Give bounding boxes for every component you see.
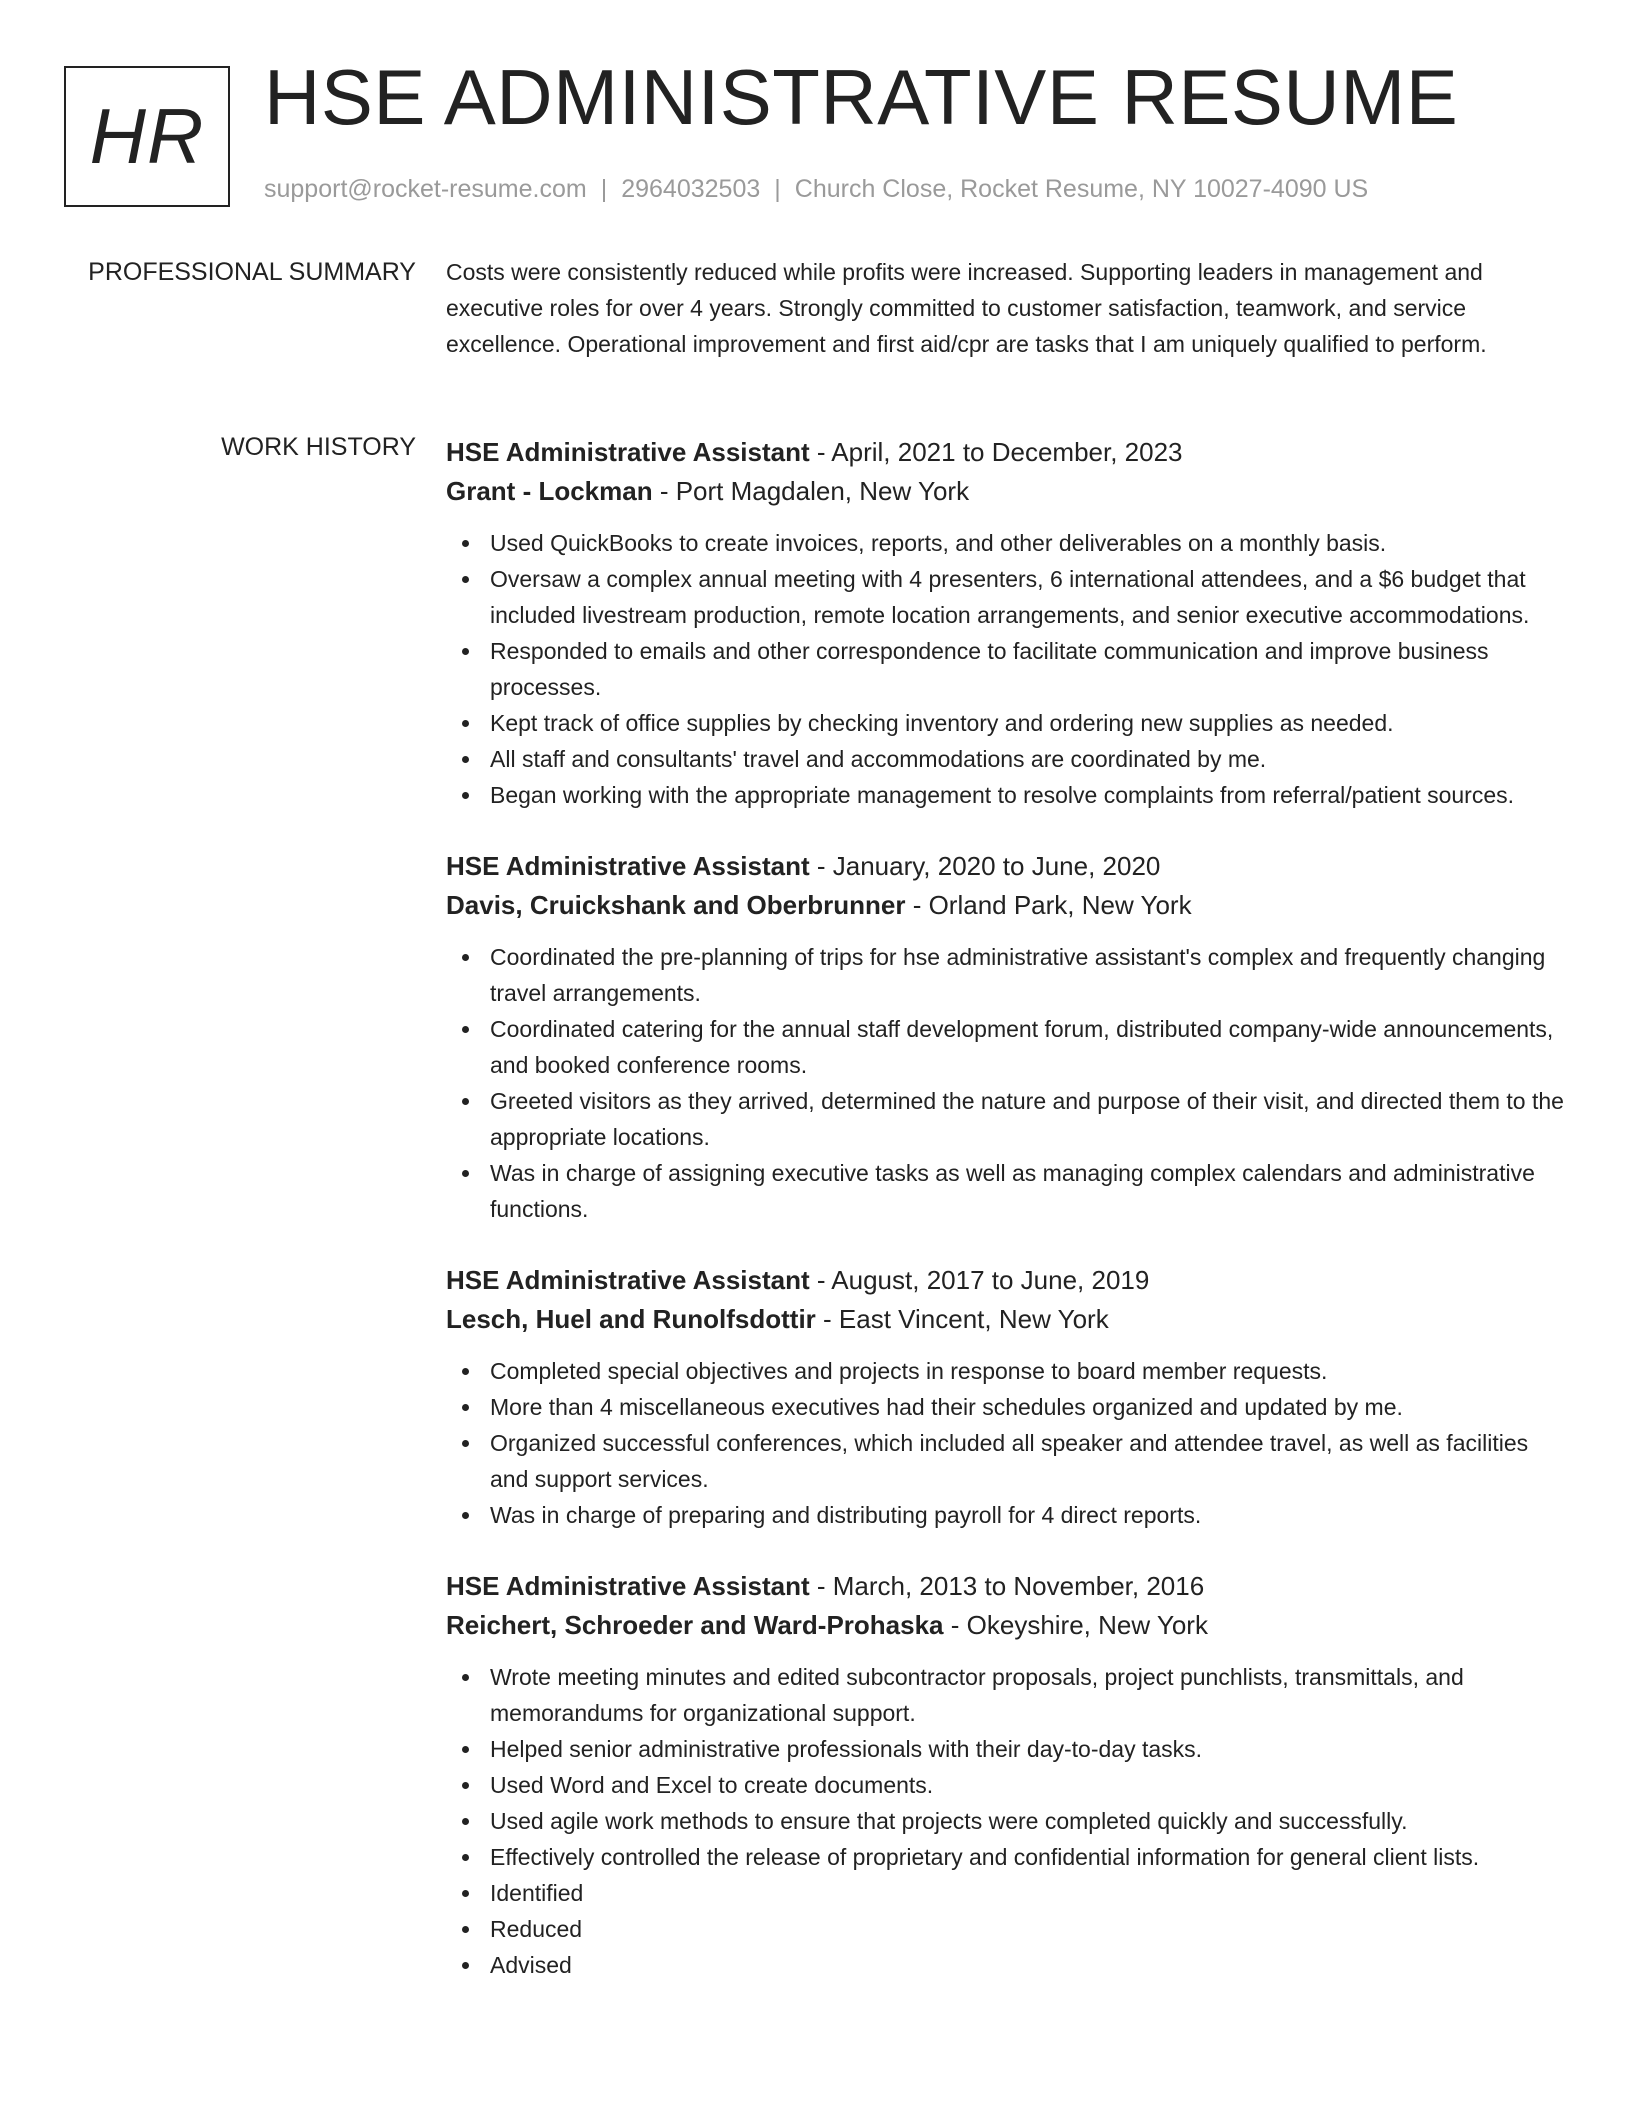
contact-address: Church Close, Rocket Resume, NY 10027-4090 US <box>794 175 1369 203</box>
job-dates: - January, 2020 to June, 2020 <box>809 851 1161 881</box>
job-bullet: Wrote meeting minutes and edited subcontractor proposals, project punchlists, transmittals, and memorandums for organizational support. <box>490 1659 1566 1731</box>
contact-separator: | <box>774 175 781 203</box>
job-company-line <box>446 1606 1566 1645</box>
job-title: HSE Administrative Assistant <box>446 437 810 467</box>
job-location: - East Vincent, New York <box>815 1304 1109 1334</box>
job-entry <box>446 433 1566 813</box>
contact-separator: | <box>600 175 608 203</box>
job-dates: - April, 2021 to December, 2023 <box>809 437 1183 467</box>
resume-title: HSE ADMINISTRATIVE RESUME <box>264 53 1459 141</box>
section-label-professional-summary: PROFESSIONAL SUMMARY <box>88 258 416 286</box>
job-company: Davis, Cruickshank and Oberbrunner <box>446 890 906 920</box>
job-location: - Orland Park, New York <box>905 890 1192 920</box>
job-bullet: Used agile work methods to ensure that projects were completed quickly and successfully. <box>490 1803 1566 1839</box>
job-title: HSE Administrative Assistant <box>446 1571 810 1601</box>
job-title-line <box>446 1567 1566 1606</box>
contact-email: support@rocket-resume.com <box>264 175 587 203</box>
job-entry <box>446 847 1566 1227</box>
job-dates: - March, 2013 to November, 2016 <box>809 1571 1205 1601</box>
job-title: HSE Administrative Assistant <box>446 851 810 881</box>
summary-body <box>446 258 1566 366</box>
job-dates: - August, 2017 to June, 2019 <box>809 1265 1150 1295</box>
job-title-line <box>446 1261 1566 1300</box>
job-bullet: Completed special objectives and projects in response to board member requests. <box>490 1353 1566 1389</box>
job-bullet: Organized successful conferences, which included all speaker and attendee travel, as well as facilities and support services. <box>490 1425 1566 1497</box>
job-bullet: Was in charge of preparing and distributing payroll for 4 direct reports. <box>490 1497 1566 1533</box>
work-history-body <box>446 433 1566 2017</box>
job-bullet: Used QuickBooks to create invoices, reports, and other deliverables on a monthly basis. <box>490 525 1566 561</box>
job-entry <box>446 1567 1566 1983</box>
job-bullet: Reduced <box>490 1911 1566 1947</box>
job-bullet: Coordinated the pre-planning of trips for hse administrative assistant's complex and frequently changing travel arrangements. <box>490 939 1566 1011</box>
job-company: Reichert, Schroeder and Ward-Prohaska <box>446 1610 944 1640</box>
contact-line <box>264 175 1368 204</box>
summary-text: Costs were consistently reduced while profits were increased. Supporting leaders in management and executive roles for over 4 years. Strongly committed to customer satisfaction, teamwork, and service excellence. Operational improvement and first aid/cpr are tasks that I am uniquely qualified to perform. <box>446 259 1487 357</box>
section-label-work-history: WORK HISTORY <box>221 433 416 461</box>
job-bullet: Began working with the appropriate management to resolve complaints from referral/patient sources. <box>490 777 1566 813</box>
job-bullet-list <box>446 1659 1566 1983</box>
job-company-line <box>446 472 1566 511</box>
job-company-line <box>446 886 1566 925</box>
job-bullet-list <box>446 525 1566 813</box>
job-bullet-list <box>446 939 1566 1227</box>
job-bullet: Identified <box>490 1875 1566 1911</box>
job-company-line <box>446 1300 1566 1339</box>
job-bullet: Kept track of office supplies by checking inventory and ordering new supplies as needed. <box>490 705 1566 741</box>
job-bullet: Responded to emails and other correspondence to facilitate communication and improve business processes. <box>490 633 1566 705</box>
job-bullet: Effectively controlled the release of proprietary and confidential information for general client lists. <box>490 1839 1566 1875</box>
monogram-initials: HR <box>89 92 205 180</box>
job-bullet: More than 4 miscellaneous executives had their schedules organized and updated by me. <box>490 1389 1566 1425</box>
monogram-box <box>64 66 230 207</box>
job-bullet: Oversaw a complex annual meeting with 4 presenters, 6 international attendees, and a $6 budget that included livestream production, remote location arrangements, and senior executive accommodations. <box>490 561 1566 633</box>
job-entry <box>446 1261 1566 1533</box>
job-bullet: Helped senior administrative professionals with their day-to-day tasks. <box>490 1731 1566 1767</box>
job-bullet: Advised <box>490 1947 1566 1983</box>
job-title: HSE Administrative Assistant <box>446 1265 810 1295</box>
job-bullet: Was in charge of assigning executive tasks as well as managing complex calendars and administrative functions. <box>490 1155 1566 1227</box>
job-title-line <box>446 847 1566 886</box>
job-location: - Okeyshire, New York <box>943 1610 1208 1640</box>
job-bullet: All staff and consultants' travel and accommodations are coordinated by me. <box>490 741 1566 777</box>
job-bullet: Greeted visitors as they arrived, determined the nature and purpose of their visit, and directed them to the appropriate locations. <box>490 1083 1566 1155</box>
job-title-line <box>446 433 1566 472</box>
job-company: Grant - Lockman <box>446 476 653 506</box>
job-location: - Port Magdalen, New York <box>652 476 970 506</box>
job-bullet: Used Word and Excel to create documents. <box>490 1767 1566 1803</box>
job-company: Lesch, Huel and Runolfsdottir <box>446 1304 816 1334</box>
job-bullet-list <box>446 1353 1566 1533</box>
contact-phone: 2964032503 <box>621 175 761 203</box>
job-bullet: Coordinated catering for the annual staff development forum, distributed company-wide announcements, and booked conference rooms. <box>490 1011 1566 1083</box>
